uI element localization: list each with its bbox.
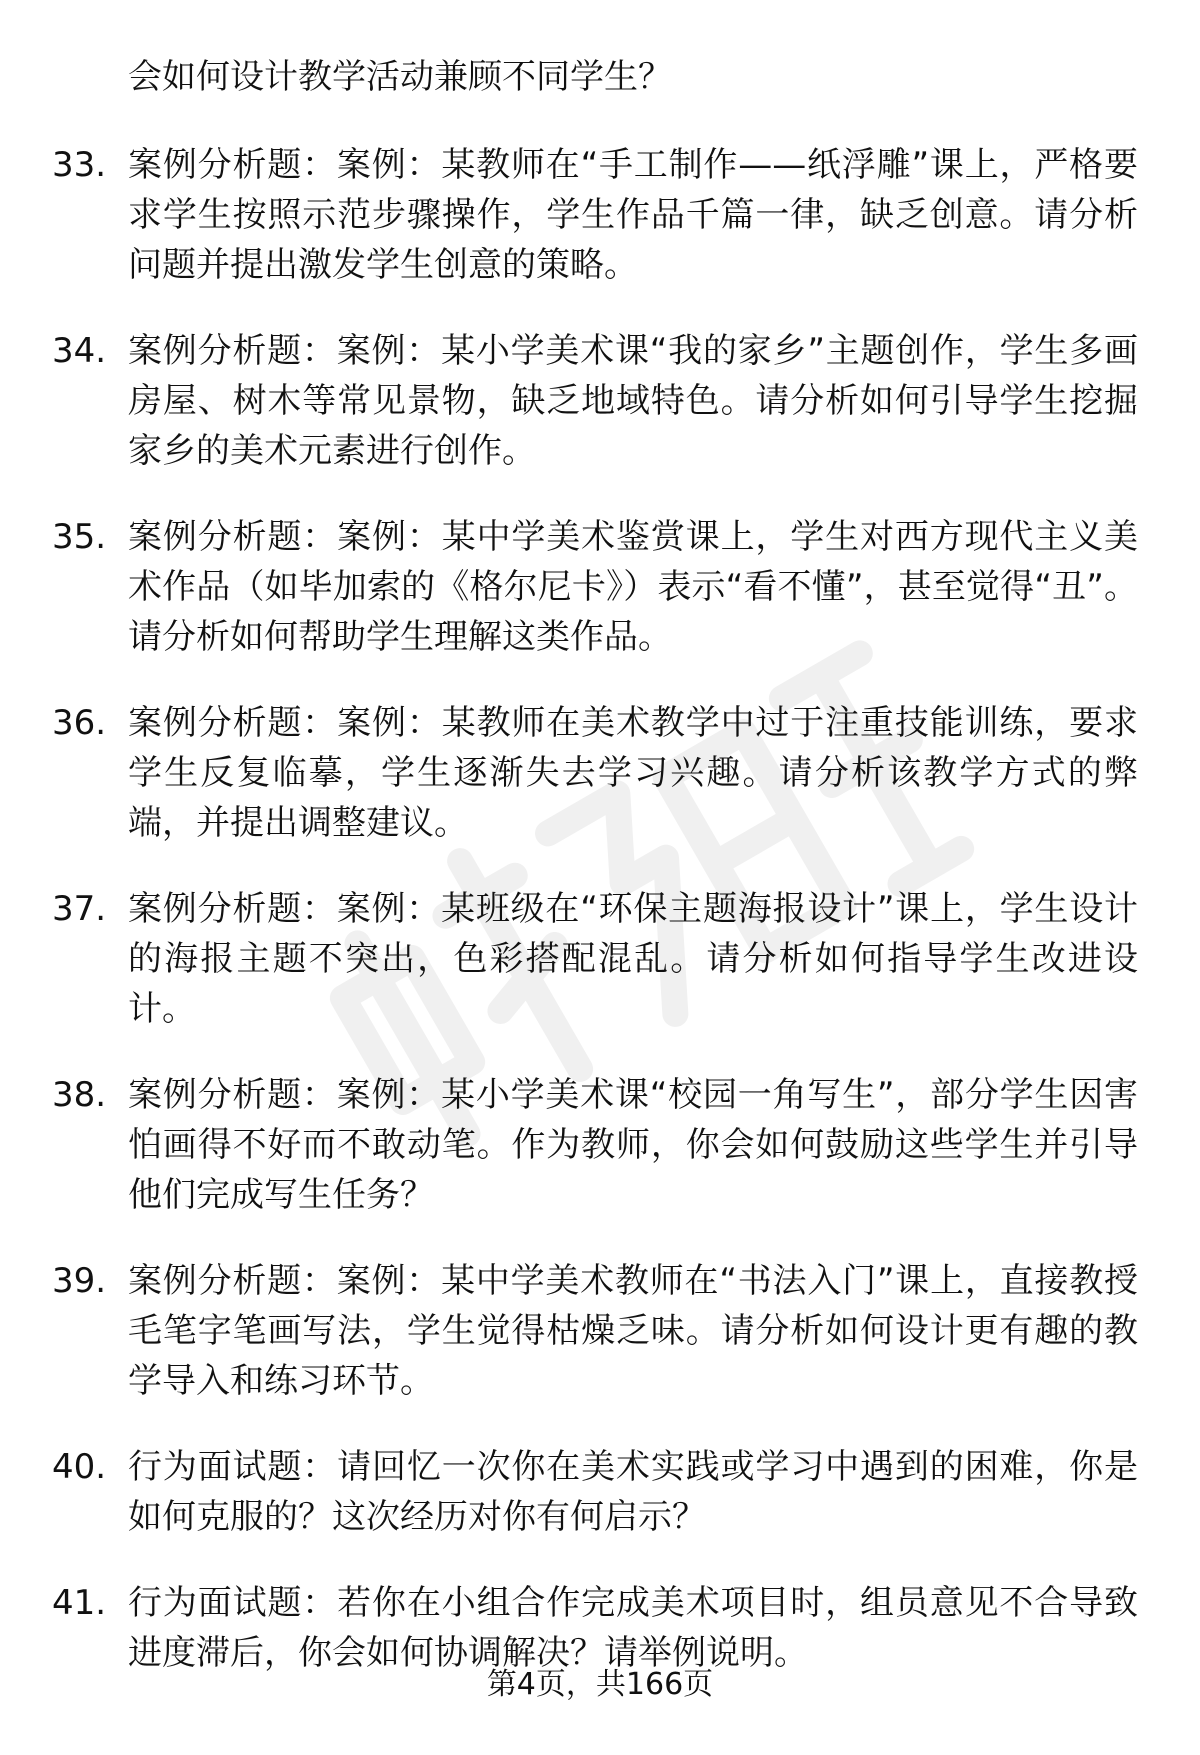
- question-text: 行为面试题：若你在小组合作完成美术项目时，组员意见不合导致进度滞后，你会如何协调解决？请举例说明。: [128, 1583, 1138, 1673]
- question-number: 33.: [52, 145, 107, 185]
- list-item: [0, 140, 1200, 290]
- question-number: 37.: [52, 889, 107, 929]
- question-text: 案例分析题：案例：某小学美术课“校园一角写生”，部分学生因害怕画得不好而不敢动笔。作为教师，你会如何鼓励这些学生并引导他们完成写生任务？: [128, 1075, 1138, 1215]
- question-number: 36.: [52, 703, 107, 743]
- question-number: 41.: [52, 1583, 107, 1623]
- question-text: 案例分析题：案例：某中学美术教师在“书法入门”课上，直接教授毛笔字笔画写法，学生觉得枯燥乏味。请分析如何设计更有趣的教学导入和练习环节。: [128, 1261, 1138, 1401]
- list-item: [0, 326, 1200, 476]
- question-text: 案例分析题：案例：某小学美术课“我的家乡”主题创作，学生多画房屋、树木等常见景物，缺乏地域特色。请分析如何引导学生挖掘家乡的美术元素进行创作。: [128, 331, 1138, 471]
- question-text: 案例分析题：案例：某中学美术鉴赏课上，学生对西方现代主义美术作品（如毕加索的《格尔尼卡》）表示“看不懂”，甚至觉得“丑”。请分析如何帮助学生理解这类作品。: [128, 517, 1138, 657]
- question-number: 40.: [52, 1447, 107, 1487]
- question-list: [0, 140, 1200, 1714]
- list-item: [0, 698, 1200, 848]
- list-item: [0, 1578, 1200, 1678]
- list-item: [0, 512, 1200, 662]
- continued-question-text: 会如何设计教学活动兼顾不同学生？: [128, 57, 672, 97]
- question-text: 案例分析题：案例：某教师在美术教学中过于注重技能训练，要求学生反复临摹，学生逐渐失去学习兴趣。请分析该教学方式的弊端，并提出调整建议。: [128, 703, 1138, 843]
- question-number: 39.: [52, 1261, 107, 1301]
- question-text: 行为面试题：请回忆一次你在美术实践或学习中遇到的困难，你是如何克服的？这次经历对你有何启示？: [128, 1447, 1138, 1537]
- question-number: 35.: [52, 517, 107, 557]
- list-item: [0, 1442, 1200, 1542]
- question-number: 38.: [52, 1075, 107, 1115]
- list-item: [0, 1070, 1200, 1220]
- question-number: 34.: [52, 331, 107, 371]
- question-text: 案例分析题：案例：某教师在“手工制作——纸浮雕”课上，严格要求学生按照示范步骤操作，学生作品千篇一律，缺乏创意。请分析问题并提出激发学生创意的策略。: [128, 145, 1138, 285]
- list-item: [0, 1256, 1200, 1406]
- page-footer: 第4页，共166页: [486, 1667, 714, 1702]
- list-item: [0, 884, 1200, 1034]
- question-text: 案例分析题：案例：某班级在“环保主题海报设计”课上，学生设计的海报主题不突出，色彩搭配混乱。请分析如何指导学生改进设计。: [128, 889, 1138, 1029]
